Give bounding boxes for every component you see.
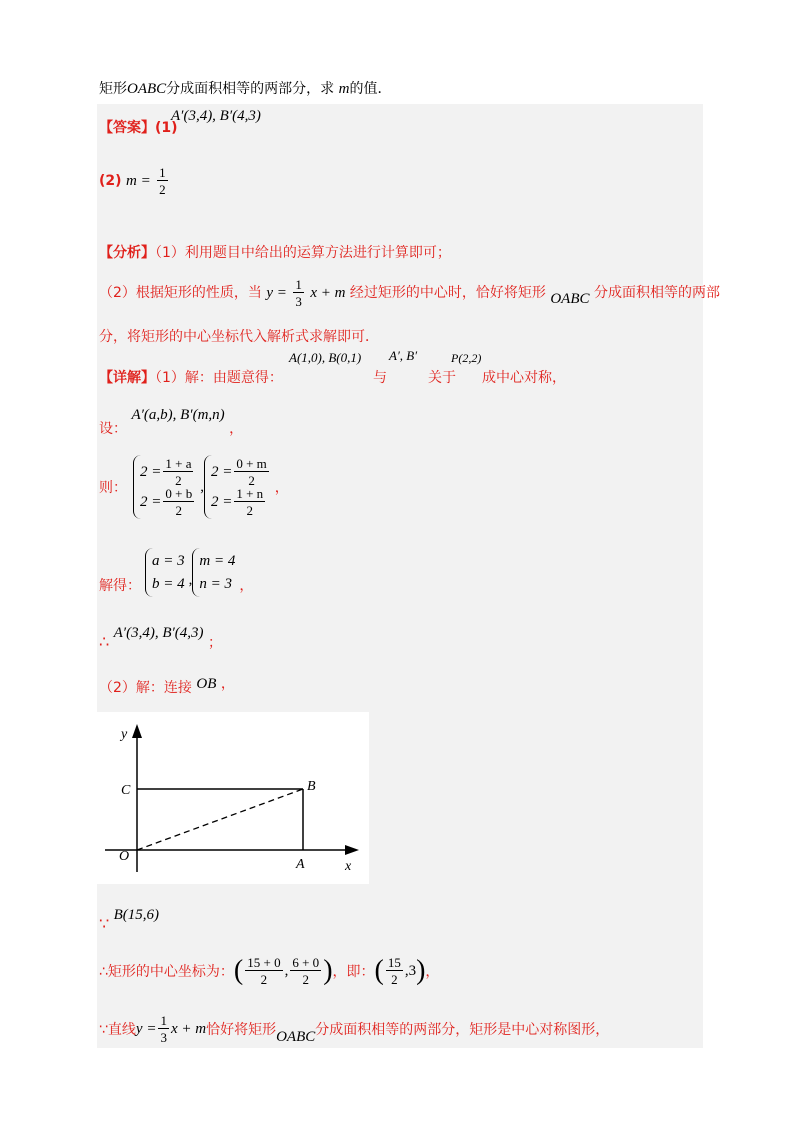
detail-symmetric: 成中心对称， [482,370,566,386]
x-axis-arrow [345,845,359,855]
answer-1-math: A′(3,4), B′(4,3) [171,108,261,124]
solution-1: a = 3 b = 4 [145,548,189,597]
diagonal-ob [137,789,303,850]
label-c: C [121,783,131,798]
label-b: B [307,779,316,794]
y-axis-arrow [132,724,142,738]
answer-fraction: $\frac{1}{2}$ [159,165,166,197]
analysis-line-2: （2）根据矩形的性质，当 y = $\frac{1}{3}$ x + m 经过矩形的中心时，恰好将矩形 OABC 分成面积相等的两部 [99,277,720,309]
detail-line-1: 【详解】（1）解：由题意得： [99,370,283,386]
detail-result: ∴ A′(3,4), B′(4,3) ； [99,625,222,651]
analysis-line-1: 【分析】（1）利用题目中给出的运算方法进行计算即可； [99,245,451,261]
label-o: O [119,849,130,864]
detail-center: ∴矩形的中心坐标为： ( $\frac{15 + 0}{2}$ , $\frac{6 + 0}{2}$ ) ，即： ( $\frac{15}{2}$ , 3 ) ， [99,955,440,987]
rectangle-figure [97,712,369,884]
label-y: y [121,727,128,742]
coordinate-diagram [97,712,369,884]
detail-last-line: ∵直线 y = $\frac{1}{3}$ x + m 恰好将矩形 OABC 分成面积相等的两部分，矩形是中心对称图形， [99,1013,610,1045]
analysis-line-3: 分，将矩形的中心坐标代入解析式求解即可． [99,329,379,345]
detail-primes: A′, B′ [389,348,418,363]
detail-p: P(2,2) [451,351,482,365]
answer-line-1: 【答案】(1) [99,120,178,136]
answer-line-2: (2) m = $\frac{1}{2}$ [99,165,166,197]
detail-system: 则： 2 = $\frac{1 + a}{2}$ 2 = $\frac{0 + b}{2}$ , 2 = $\frac{0 + m}{2}$ 2 = $\frac{1 + n}{2}$ ， [99,456,289,518]
detail-b-point: ∵ B(15,6) [99,907,160,933]
system-1: 2 = $\frac{1 + a}{2}$ 2 = $\frac{0 + b}{2}$ [133,455,200,519]
detail-and: 与 [373,370,387,386]
question-tail: 矩形OABC分成面积相等的两部分，求 m的值． [99,81,392,97]
label-a: A [296,857,305,872]
system-2: 2 = $\frac{0 + m}{2}$ 2 = $\frac{1 + n}{2}$ [204,455,275,519]
detail-set: 设： A′(a,b), B′(m,n) ， [99,407,244,437]
detail-part2: （2）解：连接 OB ， [99,676,235,696]
label-x: x [345,859,352,874]
detail-about: 关于 [428,370,456,386]
detail-solve: 解得： a = 3 b = 4 , m = 4 n = 3 ， [99,548,253,597]
detail-points: A(1,0), B(0,1) [289,350,362,365]
solution-2: m = 4 n = 3 [192,548,239,597]
